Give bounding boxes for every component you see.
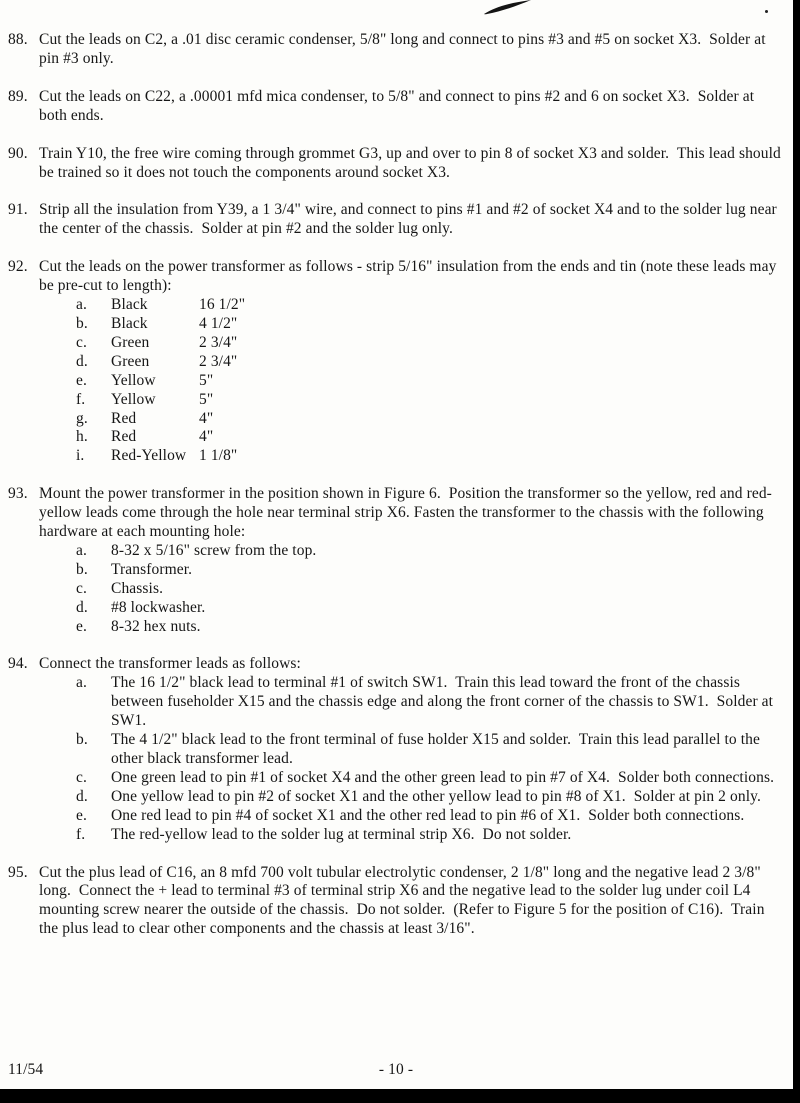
lead-spec-row (76, 447, 784, 466)
sub-item (76, 599, 784, 618)
lead-length: 2 3/4" (199, 352, 238, 370)
lead-length: 5" (199, 390, 214, 408)
scan-edge-bottom (0, 1089, 800, 1103)
instruction-item-94 (8, 655, 784, 844)
lead-spec-row (76, 315, 784, 334)
lead-length: 4" (199, 409, 214, 427)
sub-text: The 16 1/2" black lead to terminal #1 of switch SW1. Train this lead toward the front of the chassis between fuseholder X15 and the chassis edge and along the front corner of the chassis to SW1. Solder at SW1. (111, 674, 778, 730)
hardware-sublist (39, 542, 784, 637)
lead-spec-row (76, 334, 784, 353)
footer-date: 11/54 (8, 1061, 44, 1078)
page-footer (8, 1061, 784, 1079)
sub-letter: a. (76, 541, 87, 559)
lead-spec-table (39, 296, 784, 466)
row-letter: c. (76, 333, 87, 351)
item-text: Cut the leads on C2, a .01 disc ceramic condenser, 5/8" long and connect to pins #3 and #5 on socket X3. Solder at pin #3 only. (39, 31, 770, 67)
lead-length: 4" (199, 428, 214, 446)
sub-letter: c. (76, 579, 87, 597)
row-letter: e. (76, 371, 87, 389)
item-text: Cut the plus lead of C16, an 8 mfd 700 volt tubular electrolytic condenser, 2 1/8" long and the negative lead 2 3/8" long. Connect the + lead to terminal #3 of terminal strip X6 and the negative lead to the solder lug under coil L4 mounting screw nearer the outside of the chassis. Do not solder. (Refer to Figure 5 for the position of C16). Train the plus lead to clear other components and the chassis at least 3/16". (39, 863, 769, 938)
lead-color: Yellow (111, 390, 156, 408)
sub-text: One yellow lead to pin #2 of socket X1 and the other yellow lead to pin #8 of X1. Solder at pin 2 only. (111, 787, 761, 805)
sub-item (76, 542, 784, 561)
row-letter: i. (76, 447, 85, 465)
instruction-item-88 (8, 31, 784, 69)
lead-spec-row (76, 428, 784, 447)
sub-item (76, 561, 784, 580)
sub-letter: d. (76, 787, 88, 805)
lead-color: Red-Yellow (111, 447, 187, 465)
item-text: Cut the leads on C22, a .00001 mfd mica condenser, to 5/8" and connect to pins #2 and 6 on socket X3. Solder at both ends. (39, 87, 759, 124)
sub-letter: c. (76, 768, 87, 786)
sub-item (76, 580, 784, 599)
item-number: 94. (8, 655, 28, 673)
sub-item (76, 807, 784, 826)
row-letter: g. (76, 409, 88, 427)
item-text: Train Y10, the free wire coming through grommet G3, up and over to pin 8 of socket X3 and solder. This lead should be trained so it does not touch the components around socket X3. (39, 144, 785, 181)
lead-color: Red (111, 428, 137, 446)
lead-color: Red (111, 409, 137, 427)
item-number: 95. (8, 863, 28, 881)
lead-color: Black (111, 314, 148, 332)
item-number: 92. (8, 258, 28, 276)
instruction-list (8, 31, 784, 958)
row-letter: f. (76, 390, 86, 408)
lead-color: Green (111, 352, 150, 370)
lead-length: 5" (199, 371, 214, 389)
item-number: 91. (8, 201, 28, 219)
sub-text: 8-32 hex nuts. (111, 617, 201, 635)
lead-spec-row (76, 296, 784, 315)
instruction-item-90 (8, 145, 784, 183)
lead-spec-row (76, 353, 784, 372)
sub-item (76, 788, 784, 807)
instruction-item-89 (8, 88, 784, 126)
sub-text: The 4 1/2" black lead to the front terminal of fuse holder X15 and solder. Train this lead parallel to the other black transformer lead. (111, 731, 764, 767)
instruction-item-95 (8, 864, 784, 940)
lead-spec-row (76, 372, 784, 391)
footer-page-number: - 10 - (378, 1061, 414, 1078)
lead-color: Black (111, 296, 148, 314)
sub-text: One red lead to pin #4 of socket X1 and the other red lead to pin #6 of X1. Solder both connections. (111, 806, 745, 824)
lead-length: 2 3/4" (199, 333, 238, 351)
sub-text: Chassis. (111, 579, 164, 597)
item-text: Connect the transformer leads as follows: (39, 655, 301, 673)
sub-letter: b. (76, 560, 88, 578)
sub-text: The red-yellow lead to the solder lug at terminal strip X6. Do not solder. (111, 825, 572, 843)
lead-spec-row (76, 410, 784, 429)
sub-text: 8-32 x 5/16" screw from the top. (111, 541, 317, 559)
row-letter: d. (76, 352, 88, 370)
sub-text: #8 lockwasher. (111, 598, 206, 616)
sub-text: One green lead to pin #1 of socket X4 and the other green lead to pin #7 of X4. Solder both connections. (111, 768, 775, 786)
wiring-sublist (39, 674, 784, 844)
sub-letter: b. (76, 731, 88, 749)
sub-letter: f. (76, 825, 86, 843)
stray-ink-dot (765, 10, 768, 13)
sub-letter: a. (76, 674, 87, 692)
instruction-item-93 (8, 485, 784, 636)
instruction-item-92 (8, 258, 784, 466)
sub-text: Transformer. (111, 560, 193, 578)
item-text: Cut the leads on the power transformer as follows - strip 5/16" insulation from the ends and tin (note these leads may be pre-cut to length): (39, 258, 781, 295)
item-text: Mount the power transformer in the position shown in Figure 6. Position the transformer so the yellow, red and red-yellow leads come through the hole near terminal strip X6. Fasten the transformer to the chassis with the following hardware at each mounting hole: (39, 485, 772, 541)
sub-letter: e. (76, 617, 87, 635)
sub-item (76, 674, 784, 731)
item-number: 93. (8, 485, 28, 503)
row-letter: b. (76, 314, 88, 332)
scan-edge-right (793, 0, 800, 1103)
sub-item (76, 826, 784, 845)
sub-letter: e. (76, 806, 87, 824)
lead-length: 16 1/2" (199, 296, 246, 314)
item-number: 90. (8, 144, 28, 162)
item-number: 88. (8, 31, 28, 48)
lead-spec-row (76, 391, 784, 410)
lead-length: 1 1/8" (199, 447, 238, 465)
lead-length: 4 1/2" (199, 314, 238, 332)
sub-item (76, 769, 784, 788)
lead-color: Yellow (111, 371, 156, 389)
instruction-item-91 (8, 201, 784, 239)
item-number: 89. (8, 87, 28, 105)
row-letter: h. (76, 428, 88, 446)
item-text: Strip all the insulation from Y39, a 1 3/4" wire, and connect to pins #1 and #2 of socket X4 and to the solder lug near the center of the chassis. Solder at pin #2 and the solder lug only. (39, 201, 781, 238)
ink-smudge-mark (483, 0, 535, 16)
sub-item (76, 731, 784, 769)
row-letter: a. (76, 296, 87, 314)
sub-item (76, 618, 784, 637)
sub-letter: d. (76, 598, 88, 616)
lead-color: Green (111, 333, 150, 351)
